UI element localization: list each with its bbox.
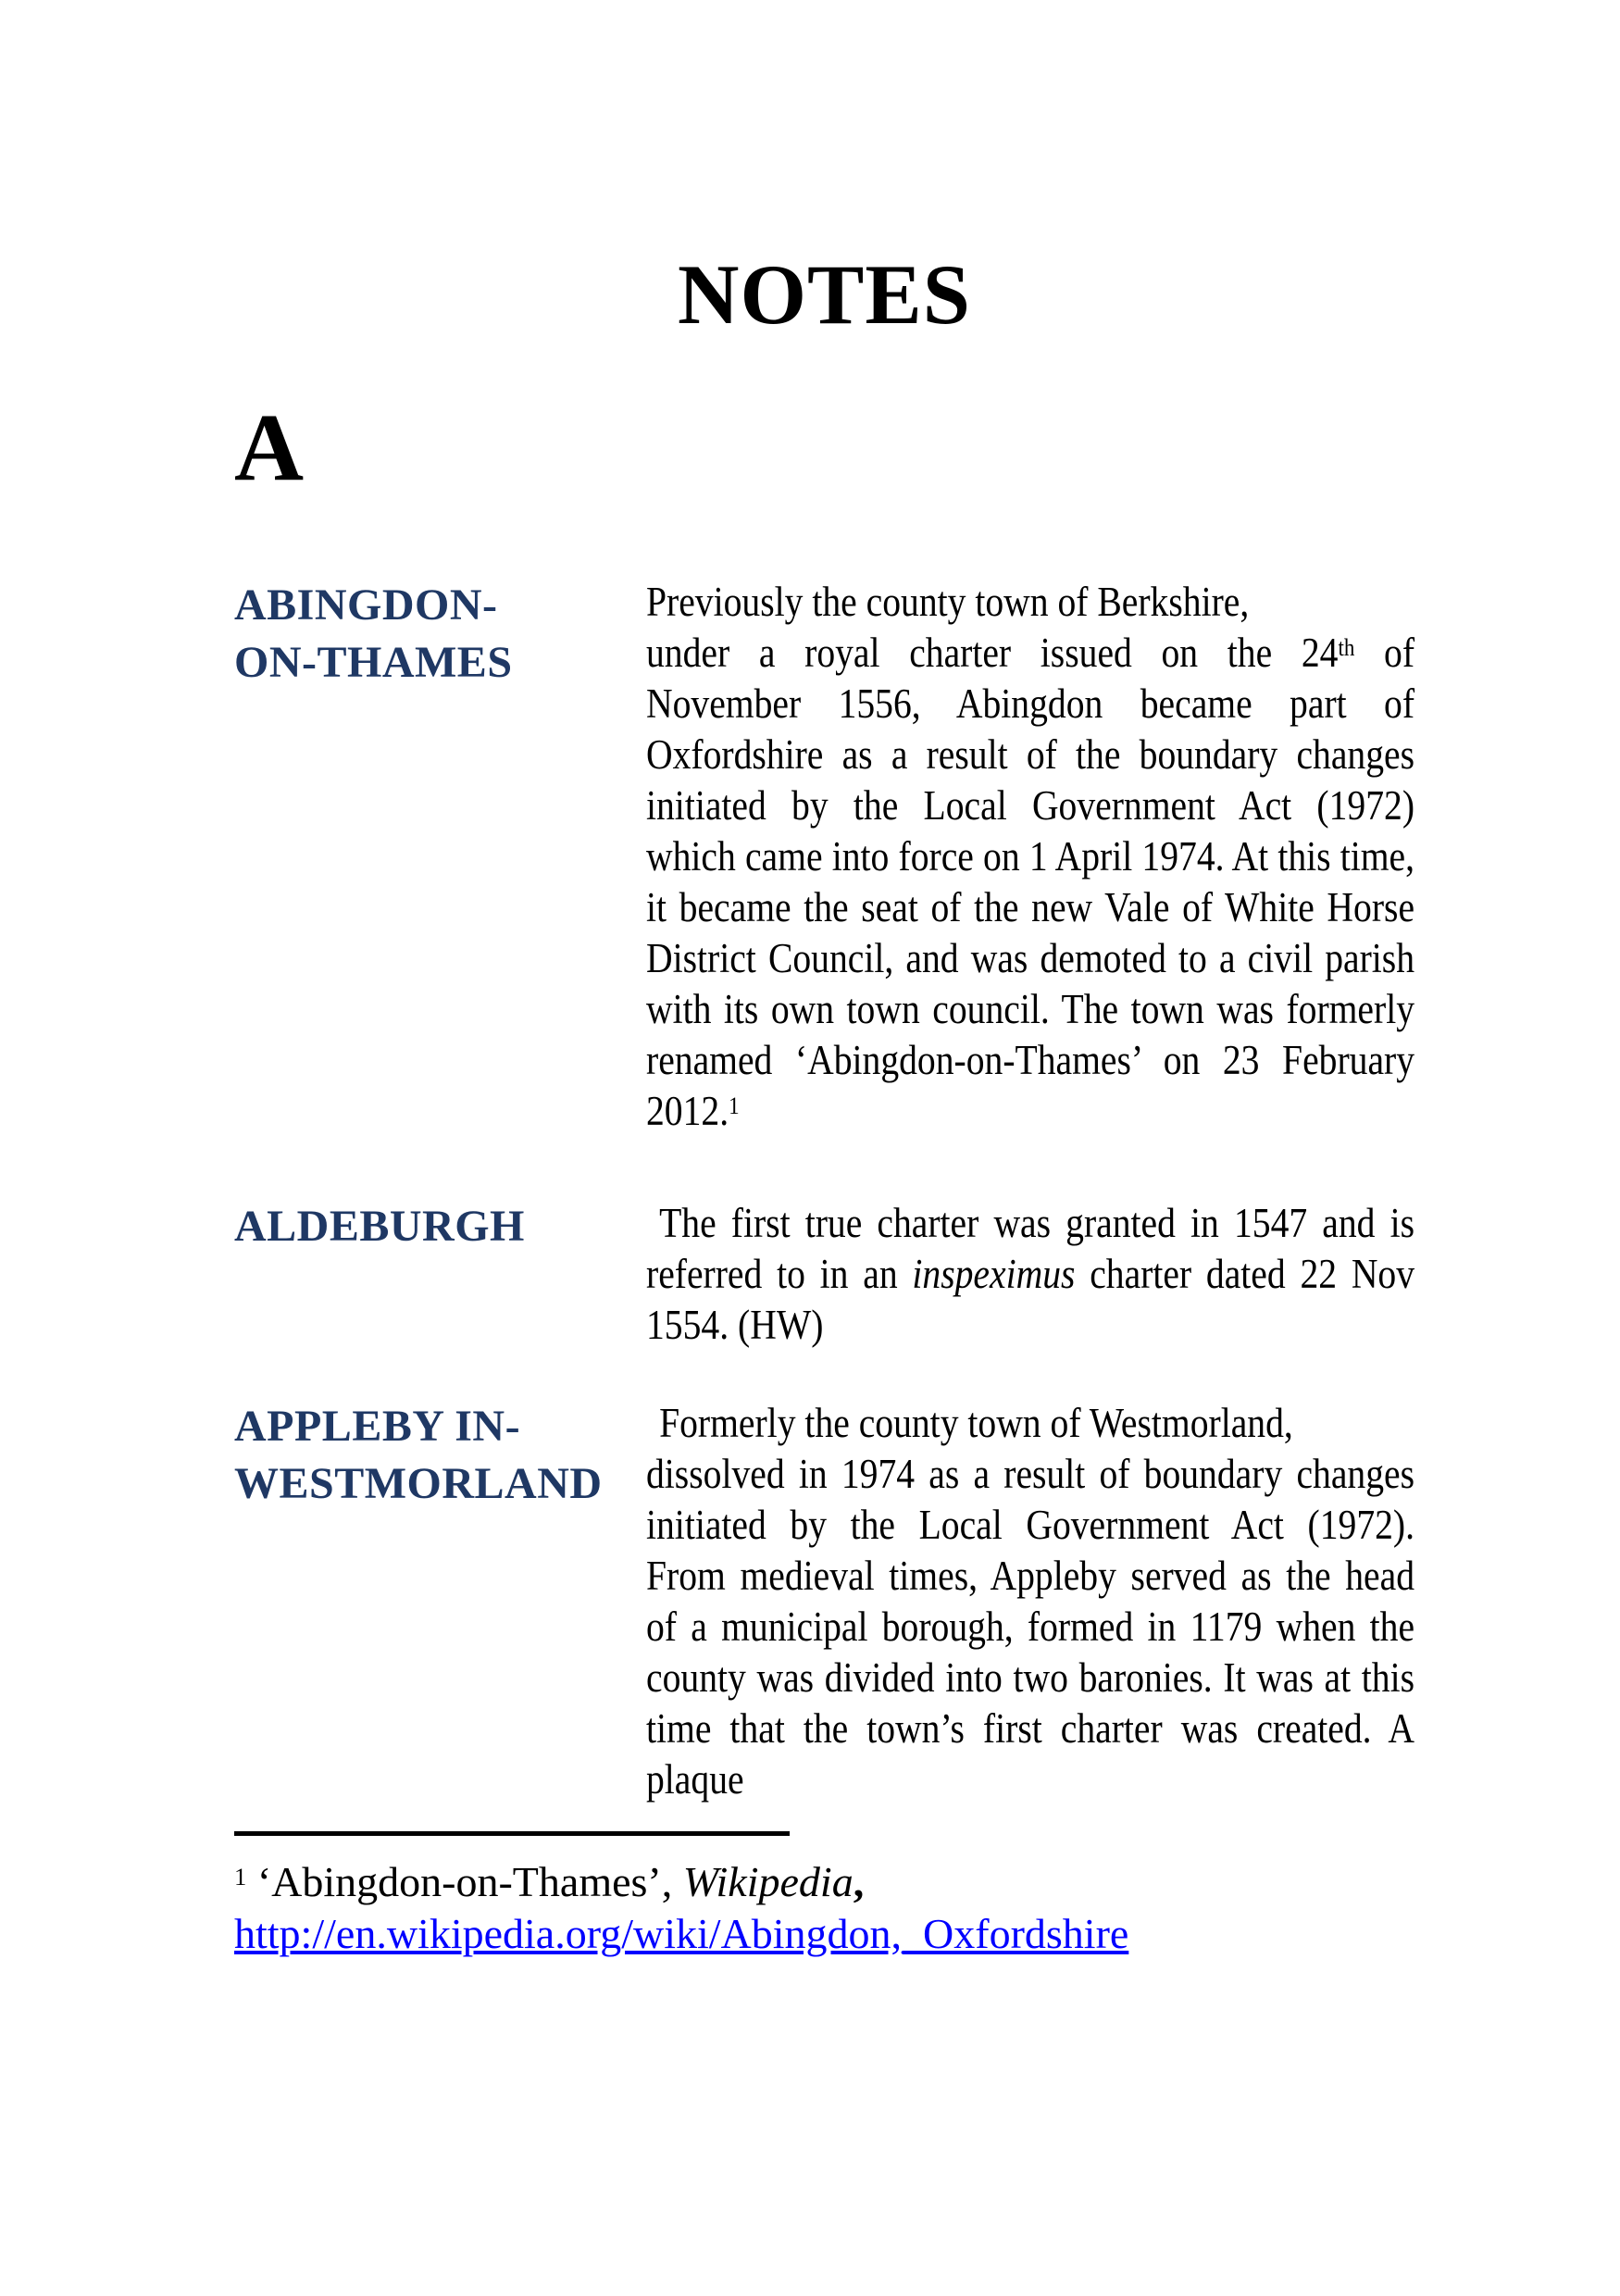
definition-paragraph (646, 1198, 1414, 1351)
definition-paragraph (646, 1449, 1414, 1805)
footnote-citation: ‘Abingdon-on-Thames’, (246, 1858, 683, 1905)
term-line: ALDEBURGH (234, 1202, 525, 1251)
page-title: NOTES (678, 247, 971, 342)
entries-list (234, 577, 1620, 1805)
footnote-work-title: Wikipedia (682, 1858, 854, 1905)
entry-term (234, 1198, 646, 1255)
term-line: ABINGDON- (234, 580, 498, 630)
superscript: th (1338, 634, 1355, 662)
term-line: WESTMORLAND (234, 1459, 603, 1508)
term-line: ON-THAMES (234, 638, 513, 687)
body-text: charter dated 22 Nov 1554. (HW) (646, 1251, 1415, 1348)
entry-term (234, 577, 646, 692)
italic-text: inspeximus (912, 1251, 1076, 1297)
footnote-text (234, 1856, 1620, 1908)
definition-first-line: Formerly the county town of Westmorland, (659, 1400, 1293, 1446)
body-text: under a royal charter issued on the 24 (646, 630, 1339, 676)
entry-definition (646, 1198, 1414, 1351)
footnote-link[interactable]: http://en.wikipedia.org/wiki/Abingdon,_Oxfordshire (234, 1910, 1129, 1957)
entry (234, 1398, 1620, 1805)
entry (234, 577, 1620, 1137)
superscript: 1 (729, 1092, 740, 1120)
entry (234, 1198, 1620, 1351)
definition-first-line: Previously the county town of Berkshire, (646, 579, 1250, 625)
body-text: The first true charter was granted in 1547 and is referred to in an (646, 1200, 1415, 1297)
entry-definition (646, 577, 1414, 1137)
footnote-separator (234, 1831, 790, 1836)
footnote-comma: , (853, 1858, 865, 1905)
entry-definition (646, 1398, 1414, 1805)
definition-paragraph (646, 628, 1414, 1137)
entry-term (234, 1398, 646, 1513)
body-text: of November 1556, Abingdon became part of Oxfordshire as a result of the boundary changes initiated by the Local Government Act (1972) which came into force on 1 April 1974. At this time, it became the seat of the new Vale of White Horse District Council, and was demoted to a civil parish with its own town council. The town was formerly renamed ‘Abingdon-on-Thames’ on 23 February 2012. (646, 630, 1415, 1134)
section-letter: A (234, 394, 305, 501)
footnote-marker: 1 (234, 1863, 247, 1890)
term-line: APPLEBY IN- (234, 1402, 521, 1451)
footnote (234, 1856, 1620, 1960)
body-text: dissolved in 1974 as a result of boundary changes initiated by the Local Government Act (1972). From medieval times, Appleby served as the head of a municipal borough, formed in 1179 when the county was divided into two baronies. It was at this time that the town’s first charter was created. A plaque (646, 1451, 1415, 1803)
